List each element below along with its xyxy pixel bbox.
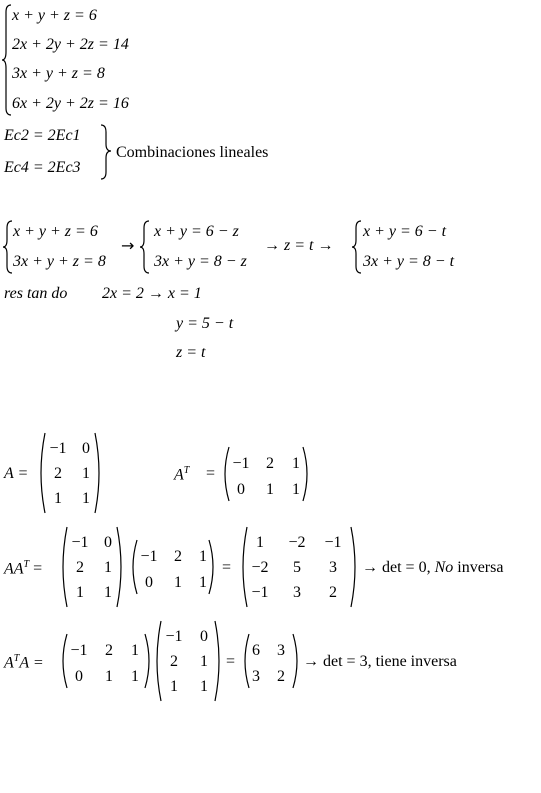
aat-result-rparen bbox=[350, 526, 360, 608]
solve-step: 2x = 2 → x = 1 bbox=[102, 285, 202, 302]
cell: 0 bbox=[104, 533, 112, 551]
combo-line2: Ec4 = 2Ec3 bbox=[4, 159, 81, 176]
cell: 1 bbox=[82, 489, 90, 507]
cell: 1 bbox=[266, 481, 274, 498]
cell: 2 bbox=[54, 464, 62, 482]
cell: −1 bbox=[232, 455, 250, 472]
reduce-b2: 3x + y = 8 − z bbox=[154, 253, 247, 270]
aat-at-rparen bbox=[208, 539, 218, 595]
cell: 1 bbox=[292, 455, 300, 472]
ata-a-rparen bbox=[214, 620, 224, 702]
label-a: A bbox=[174, 466, 184, 484]
cell: 1 bbox=[76, 583, 84, 601]
cell: 1 bbox=[54, 489, 62, 507]
conclusion-text: → det = 0, bbox=[362, 559, 435, 576]
sup-t: T bbox=[183, 465, 190, 476]
cell: 1 bbox=[256, 533, 264, 551]
cell: −2 bbox=[251, 558, 269, 576]
sup-t: T bbox=[23, 559, 30, 570]
reduce-c1: x + y = 6 − t bbox=[363, 223, 447, 240]
cell: 1 bbox=[82, 464, 90, 482]
aat-label bbox=[4, 560, 42, 577]
label-a: A bbox=[4, 654, 14, 672]
label-a-equals: A = bbox=[19, 654, 44, 672]
cell: 1 bbox=[104, 558, 112, 576]
cell: 2 bbox=[105, 642, 113, 659]
cell: 3 bbox=[329, 558, 337, 576]
aat-result-matrix bbox=[244, 530, 348, 605]
cell: −1 bbox=[49, 439, 67, 457]
matrix-a-label: A = bbox=[4, 465, 29, 482]
cell: 3 bbox=[277, 642, 285, 659]
reduce-c2: 3x + y = 8 − t bbox=[363, 253, 455, 270]
cell: −1 bbox=[140, 548, 158, 565]
ata-result-rparen bbox=[292, 633, 302, 689]
cell: −1 bbox=[70, 642, 88, 659]
system1-eq1: x + y + z = 6 bbox=[12, 7, 97, 24]
cell: 1 bbox=[200, 677, 208, 695]
ata-matrix-at bbox=[64, 638, 146, 690]
aat-matrix-a bbox=[64, 530, 120, 605]
cell: −1 bbox=[324, 533, 342, 551]
restando-label: res tan do bbox=[4, 285, 68, 302]
cell: −1 bbox=[165, 627, 183, 645]
solve-z: z = t bbox=[176, 344, 206, 361]
system1-eq2: 2x + 2y + 2z = 14 bbox=[12, 36, 129, 53]
cell: 1 bbox=[292, 481, 300, 498]
cell: −2 bbox=[288, 533, 306, 551]
cell: −1 bbox=[251, 583, 269, 601]
reduce-arrow1: → bbox=[121, 236, 135, 255]
reduce-a1: x + y + z = 6 bbox=[13, 223, 98, 240]
cell: 3 bbox=[293, 583, 301, 601]
reduce-a-brace bbox=[3, 220, 13, 274]
system1-eq3: 3x + y + z = 8 bbox=[12, 65, 105, 82]
cell: 0 bbox=[145, 574, 153, 591]
aat-a-rparen bbox=[116, 526, 126, 608]
cell: 2 bbox=[174, 548, 182, 565]
ata-result-equals: = bbox=[226, 653, 236, 670]
aat-matrix-at bbox=[134, 544, 214, 596]
matrix-at-rparen bbox=[302, 446, 312, 502]
cell: 2 bbox=[329, 583, 337, 601]
ata-result-matrix bbox=[246, 638, 296, 690]
cell: 2 bbox=[76, 558, 84, 576]
cell: 3 bbox=[252, 668, 260, 685]
reduce-a2: 3x + y + z = 8 bbox=[13, 253, 106, 270]
equals: = bbox=[33, 560, 43, 578]
cell: 1 bbox=[131, 668, 139, 685]
matrix-at-equals: = bbox=[206, 465, 216, 482]
combos-brace bbox=[100, 124, 112, 180]
label-aa: AA bbox=[4, 560, 24, 578]
combos-label: Combinaciones lineales bbox=[116, 144, 269, 161]
matrix-at-label bbox=[174, 466, 189, 483]
aat-conclusion bbox=[362, 560, 503, 576]
conclusion-no: No bbox=[434, 559, 454, 576]
cell: −1 bbox=[71, 533, 89, 551]
cell: 1 bbox=[174, 574, 182, 591]
cell: 0 bbox=[82, 439, 90, 457]
sup-t: T bbox=[13, 653, 20, 664]
system1-eq4: 6x + 2y + 2z = 16 bbox=[12, 95, 129, 112]
cell: 6 bbox=[252, 642, 260, 659]
cell: 1 bbox=[170, 677, 178, 695]
conclusion-inversa: inversa bbox=[453, 559, 504, 576]
matrix-a bbox=[42, 436, 98, 511]
cell: 1 bbox=[200, 652, 208, 670]
reduce-b-brace bbox=[140, 220, 150, 274]
cell: 2 bbox=[277, 668, 285, 685]
cell: 1 bbox=[105, 668, 113, 685]
cell: 1 bbox=[131, 642, 139, 659]
cell: 5 bbox=[293, 558, 301, 576]
ata-conclusion: → det = 3, tiene inversa bbox=[303, 653, 457, 670]
cell: 1 bbox=[104, 583, 112, 601]
reduce-b1: x + y = 6 − z bbox=[154, 223, 239, 240]
matrix-a-rparen bbox=[94, 432, 104, 514]
cell: 0 bbox=[75, 668, 83, 685]
system1-brace bbox=[2, 4, 12, 116]
cell: 2 bbox=[170, 652, 178, 670]
cell: 1 bbox=[199, 548, 207, 565]
cell: 0 bbox=[237, 481, 245, 498]
solve-y: y = 5 − t bbox=[176, 315, 234, 332]
matrix-at bbox=[226, 451, 308, 503]
cell: 2 bbox=[266, 455, 274, 472]
cell: 1 bbox=[199, 574, 207, 591]
ata-label bbox=[4, 654, 44, 671]
ata-matrix-a bbox=[158, 624, 218, 699]
combo-line1: Ec2 = 2Ec1 bbox=[4, 127, 81, 144]
cell: 0 bbox=[200, 627, 208, 645]
reduce-c-brace bbox=[352, 220, 362, 274]
reduce-mid: → z = t → bbox=[264, 237, 334, 254]
aat-result-equals: = bbox=[222, 559, 232, 576]
